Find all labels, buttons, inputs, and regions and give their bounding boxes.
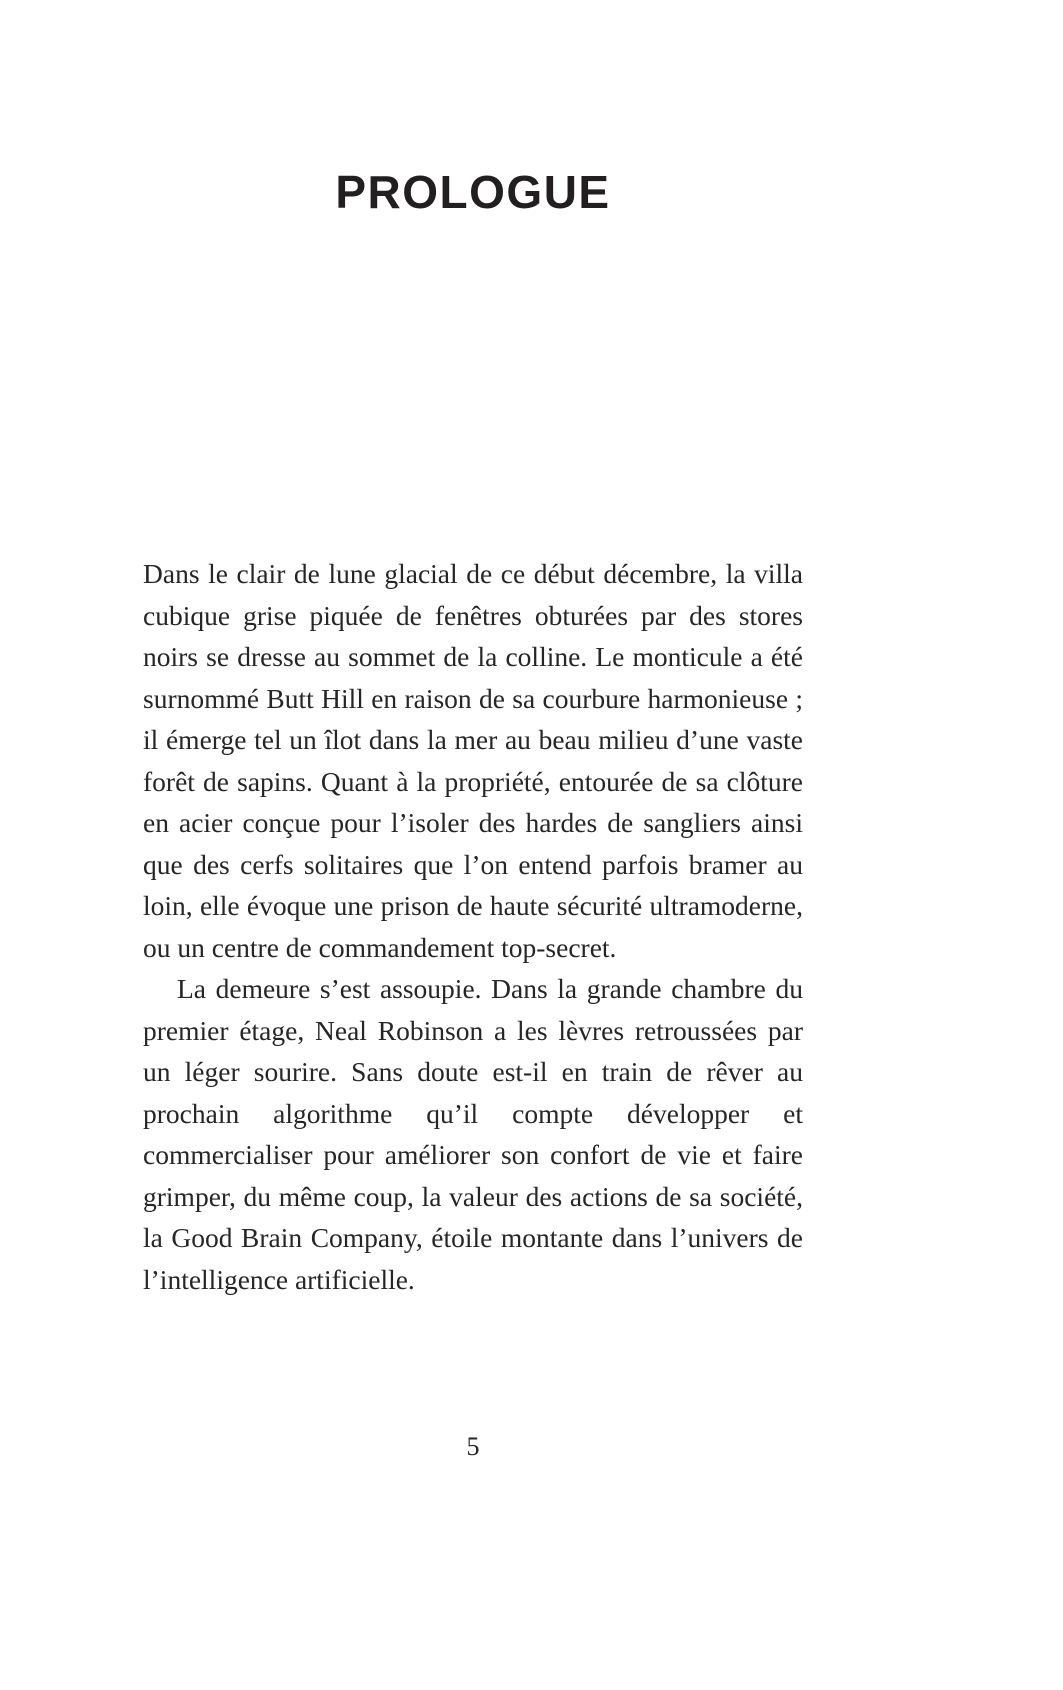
chapter-title: PROLOGUE [335,166,611,218]
paragraph-1: Dans le clair de lune glacial de ce début décembre, la villa cubique grise piquée de fenêtres obturées par des stores noirs se dresse au sommet de la colline. Le monticule a été surnommé Butt Hill en raison de sa courbure harmonieuse ; il émerge tel un îlot dans la mer au beau milieu d’une vaste forêt de sapins. Quant à la propriété, entourée de sa clôture en acier conçue pour l’isoler des hardes de sangliers ainsi que des cerfs solitaires que l’on entend parfois bramer au loin, elle évoque une prison de haute sécurité ultramoderne, ou un centre de commandement top-secret. [143,558,803,963]
book-page [143,0,803,1690]
body-text [143,553,803,1300]
page-number: 5 [466,1432,480,1461]
paragraph-2: La demeure s’est assoupie. Dans la grande chambre du premier étage, Neal Robinson a les lèvres retroussées par un léger sourire. Sans doute est-il en train de rêver au prochain algorithme qu’il compte développer et commercialiser pour améliorer son confort de vie et faire grimper, du même coup, la valeur des actions de sa société, la Good Brain Company, étoile montante dans l’univers de l’intelligence artificielle. [143,973,803,1295]
